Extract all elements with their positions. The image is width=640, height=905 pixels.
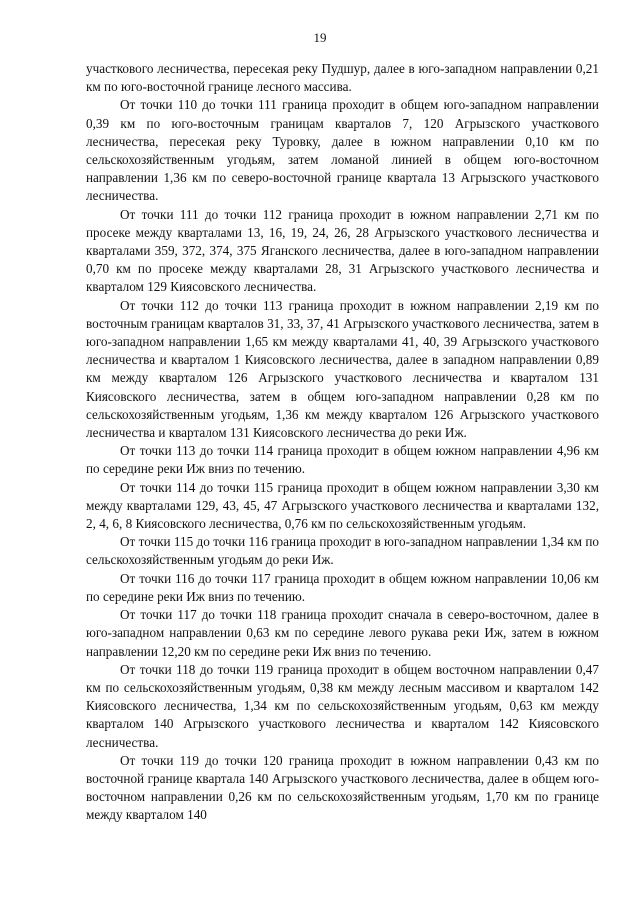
paragraph-continuation: участкового лесничества, пересекая реку Пудшур, далее в юго-западном направлении 0,21 км по юго-восточной границе лесного массива.: [86, 61, 599, 95]
paragraph-114-115: От точки 114 до точки 115 граница проходит в общем южном направлении 3,30 км между кварталами 129, 43, 45, 47 Агрызского участкового лесничества и кварталами 132, 2, 4, 6, 8 Киясовского лесничества, 0,76 км по сельскохозяйственным угодьям.: [86, 479, 599, 532]
paragraph-111-112: От точки 111 до точки 112 граница проходит в южном направлении 2,71 км по просеке между кварталами 13, 16, 19, 24, 26, 28 Агрызского участкового лесничества и кварталами 359, 372, 374, 375 Яганского лесничества, далее в юго-западном направлении 0,70 км по просеке между кварталами 28, 31 Агрызского участкового лесничества и кварталом 129 Киясовского лесничества.: [86, 206, 599, 295]
paragraph-117-118: От точки 117 до точки 118 граница проходит сначала в северо-восточном, далее в юго-западном направлении 0,63 км по середине левого рукава реки Иж, затем в южном направлении 12,20 км по середине реки Иж вниз по течению.: [86, 607, 599, 659]
paragraph-110-111: От точки 110 до точки 111 граница проходит в общем юго-западном направлении 0,39 км по юго-восточным границам кварталов 7, 120 Агрызского участкового лесничества, пересекая реку Туровку, далее в южном направлении 0,10 км по сельскохозяйственным угодьям, затем ломаной линией в общем юго-восточном направлении 1,36 км по северо-восточной границе квартала 13 Агрызского участкового лесничества.: [86, 97, 599, 204]
paragraph-115-116: От точки 115 до точки 116 граница проходит в юго-западном направлении 1,34 км по сельскохозяйственным угодьям до реки Иж.: [86, 534, 599, 568]
paragraph-113-114: От точки 113 до точки 114 граница проходит в общем южном направлении 4,96 км по середине реки Иж вниз по течению.: [86, 443, 599, 477]
paragraph-118-119: От точки 118 до точки 119 граница проходит в общем восточном направлении 0,47 км по сельскохозяйственным угодьям, 0,38 км между лесным массивом и кварталом 142 Киясовского лесничества, 1,34 км по сельскохозяйственным угодьям, 0,63 км между кварталом 140 Агрызского участкового лесничества и кварталом 142 Киясовского лесничества.: [86, 661, 599, 750]
document-body: [86, 60, 599, 825]
paragraph-119-120: От точки 119 до точки 120 граница проходит в южном направлении 0,43 км по восточной границе квартала 140 Агрызского участкового лесничества, далее в общем юго-восточном направлении 0,26 км по сельскохозяйственным угодьям, 1,70 км по границе между кварталом 140: [86, 752, 599, 823]
page-number: 19: [313, 30, 327, 45]
paragraph-112-113: От точки 112 до точки 113 граница проходит в южном направлении 2,19 км по восточным границам кварталов 31, 33, 37, 41 Агрызского участкового лесничества, затем в юго-западном направлении 1,65 км между кварталами 41, 40, 39 Агрызского участкового лесничества и кварталом 1 Киясовского лесничества, далее в западном направлении 0,89 км между кварталом 126 Агрызского участкового лесничества и кварталом 131 Киясовского лесничества, затем в общем юго-западном направлении 0,28 км по сельскохозяйственным угодьям, 1,36 км между кварталом 126 Агрызского участкового лесничества и кварталом 131 Киясовского лесничества до реки Иж.: [86, 297, 599, 441]
paragraph-116-117: От точки 116 до точки 117 граница проходит в общем южном направлении 10,06 км по середине реки Иж вниз по течению.: [86, 570, 599, 604]
